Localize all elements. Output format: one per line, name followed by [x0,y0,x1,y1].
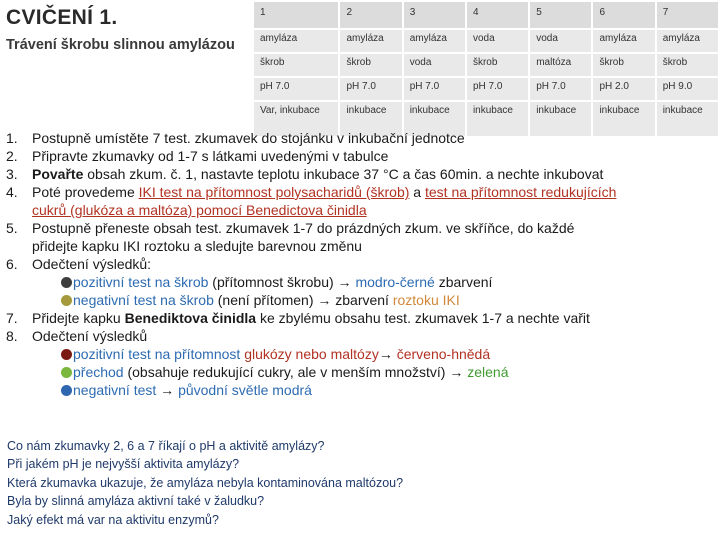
table-cell: Var, inkubace [253,101,339,137]
question: Při jakém pH je nejvyšší aktivita amylázy? [7,457,240,472]
tube-number: 2 [339,1,402,29]
table-cell: pH 7.0 [339,77,402,101]
table-cell: pH 7.0 [529,77,592,101]
table-row [253,77,719,101]
olive-bullet-icon [61,295,72,306]
result-text: (přítomnost škrobu) → [208,274,356,290]
result-text: (obsahuje redukující cukry, ale v menším množství) → [123,364,468,380]
step-keyword: Povařte [32,166,84,182]
tube-number: 5 [529,1,592,29]
step-text: Odečtení výsledků [32,328,148,344]
table-cell: amyláza [592,29,655,53]
green-bullet-icon [61,367,72,378]
table-row [253,53,719,77]
step-number: 3. [6,166,18,182]
tube-number: 3 [403,1,466,29]
result-label: pozitivní test na škrob [73,274,209,290]
table-cell: voda [403,53,466,77]
table-cell: škrob [466,53,529,77]
table-cell: škrob [253,53,339,77]
table-cell: amyláza [403,29,466,53]
tube-number: 7 [656,1,719,29]
step-number: 5. [6,220,18,236]
result-color: roztoku IKI [392,292,460,308]
step-3 [0,165,616,183]
table-cell: voda [529,29,592,53]
procedure-list [0,129,616,399]
step-text: přidejte kapku IKI roztoku a sledujte barevnou změnu [32,238,362,254]
step-text: a [409,184,425,200]
result-sugar-negative [0,381,616,399]
questions-block [7,437,403,529]
step-text: Postupně přeneste obsah test. zkumavek 1-7 do prázdných zkum. ve skříňce, do každé [32,220,575,236]
table-cell: voda [466,29,529,53]
page-title: CVIČENÍ 1. [6,6,118,29]
result-text: (není přítomen) → zbarvení [213,292,393,308]
step-text: Odečtení výsledků: [32,256,152,272]
table-cell: škrob [656,53,719,77]
table-cell: inkubace [592,101,655,137]
step-8 [0,327,616,345]
step-number: 6. [6,256,18,272]
red-brown-bullet-icon [61,349,72,360]
step-text: Přidejte kapku [32,310,125,326]
table-cell: inkubace [403,101,466,137]
result-label: přechod [73,364,124,380]
tube-number: 1 [253,1,339,29]
table-row [253,1,719,29]
step-number: 4. [6,184,18,200]
tube-number: 4 [466,1,529,29]
tube-table [252,0,720,138]
step-number: 7. [6,310,18,326]
result-sugar-positive [0,345,616,363]
blue-bullet-icon [61,385,72,396]
step-7 [0,309,616,327]
result-color: zelená [467,364,509,380]
table-cell: pH 9.0 [656,77,719,101]
table-cell: pH 7.0 [253,77,339,101]
table-cell: maltóza [529,53,592,77]
table-cell: škrob [339,53,402,77]
benedict-test-link[interactable]: test na přítomnost redukujících [425,184,617,200]
table-cell: škrob [592,53,655,77]
tube-number: 6 [592,1,655,29]
question: Jaký efekt má var na aktivitu enzymů? [7,512,219,527]
result-label: pozitivní test na přítomnost [73,346,245,362]
table-cell: inkubace [529,101,592,137]
step-number: 2. [6,148,18,164]
result-keyword: původní [178,382,228,398]
table-cell: amyláza [339,29,402,53]
result-text: → [156,382,179,398]
result-keyword: glukózy nebo maltózy [244,346,379,362]
step-text: ke zbylému obsahu test. zkumavek 1-7 a nechte vařit [256,310,590,326]
step-number: 1. [6,130,18,146]
table-row [253,29,719,53]
table-cell: pH 7.0 [466,77,529,101]
table-cell: inkubace [466,101,529,137]
question: Byla by slinná amyláza aktivní také v žaludku? [7,494,265,509]
table-cell: amyláza [253,29,339,53]
step-1 [0,129,616,147]
step-keyword: Benediktova činidla [124,310,257,326]
step-6 [0,255,616,273]
table-cell: pH 2.0 [592,77,655,101]
table-cell: pH 7.0 [403,77,466,101]
table-cell: inkubace [339,101,402,137]
result-color: červeno-hnědá [396,346,491,362]
dark-bullet-icon [61,277,72,288]
step-text: Postupně umístěte 7 test. zkumavek do stojánku v inkubační jednotce [32,130,465,146]
table-cell: inkubace [656,101,719,137]
page-subtitle: Trávení škrobu slinnou amylázou [6,37,235,53]
step-text: Připravte zkumavky od 1-7 s látkami uvedenými v tabulce [32,148,389,164]
result-text: zbarvení [434,274,493,290]
step-text: Poté provedeme [32,184,139,200]
step-4 [0,183,616,219]
result-starch-negative [0,291,616,309]
result-sugar-transition [0,363,616,381]
result-starch-positive [0,273,616,291]
result-color: modro-černé [355,274,435,290]
step-2 [0,147,616,165]
question: Co nám zkumavky 2, 6 a 7 říkají o pH a aktivitě amylázy? [7,439,325,453]
result-label: negativní test [73,382,157,398]
step-text: obsah zkum. č. 1, nastavte teplotu inkubace 37 °C a čas 60min. a nechte inkubovat [83,166,604,182]
iki-test-link[interactable]: IKI test na přítomnost polysacharidů (škrob) [138,184,410,200]
result-label: negativní test na škrob [73,292,214,308]
table-cell: amyláza [656,29,719,53]
result-text: → [378,346,397,362]
benedict-test-link-cont[interactable]: cukrů (glukóza a maltóza) pomocí Benedictova činidla [32,202,367,218]
step-5 [0,219,616,255]
result-color: světle modrá [231,382,312,398]
step-number: 8. [6,328,18,344]
question: Která zkumavka ukazuje, že amyláza nebyla kontaminována maltózou? [7,475,404,490]
